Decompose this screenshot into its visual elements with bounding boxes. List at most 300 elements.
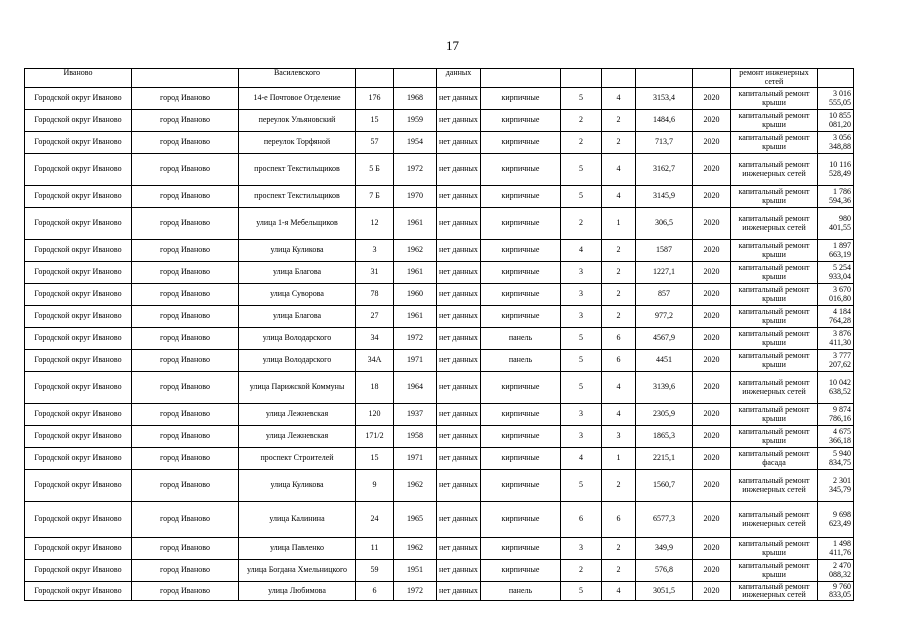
table-row [25,328,854,350]
cell-wall-material: кирпичные [481,426,561,448]
cell-municipality: Городской округ Иваново [25,372,132,404]
table-row [25,470,854,502]
cell-floors: 3 [561,404,602,426]
cell-work-type: капитальный ремонт крыши [731,560,818,582]
cell-year-commissioned: нет данных [437,470,481,502]
cell-settlement [132,69,239,88]
cell-house-number: 9 [356,470,394,502]
cell-entrances: 2 [602,240,636,262]
cell-street: улица Куликова [239,470,356,502]
table-row [25,69,854,88]
cell-total-area: 713,7 [636,132,693,154]
cell-settlement: город Иваново [132,186,239,208]
cell-entrances: 6 [602,502,636,538]
cell-work-type: капитальный ремонт крыши [731,350,818,372]
cell-wall-material: кирпичные [481,88,561,110]
cell-entrances: 4 [602,154,636,186]
cell-floors: 5 [561,186,602,208]
cell-municipality: Городской округ Иваново [25,404,132,426]
table-row [25,88,854,110]
cell-wall-material: кирпичные [481,208,561,240]
cell-floors: 3 [561,426,602,448]
cell-cost: 1 897 663,19 [818,240,854,262]
cell-work-type: капитальный ремонт инженерных сетей [731,154,818,186]
cell-year-built: 1951 [394,560,437,582]
cell-year-built: 1965 [394,502,437,538]
cell-year-built: 1960 [394,284,437,306]
cell-settlement: город Иваново [132,538,239,560]
cell-municipality: Городской округ Иваново [25,208,132,240]
cell-wall-material: кирпичные [481,372,561,404]
cell-total-area: 857 [636,284,693,306]
cell-street: переулок Ульяновский [239,110,356,132]
cell-house-number: 5 Б [356,154,394,186]
cell-total-area: 1865,3 [636,426,693,448]
cell-settlement: город Иваново [132,502,239,538]
cell-settlement: город Иваново [132,306,239,328]
cell-street: улица Павленко [239,538,356,560]
cell-settlement: город Иваново [132,208,239,240]
cell-house-number: 120 [356,404,394,426]
cell-year-commissioned: нет данных [437,262,481,284]
cell-entrances: 2 [602,306,636,328]
cell-settlement: город Иваново [132,284,239,306]
cell-street: улица 1-я Мебельщиков [239,208,356,240]
cell-year-built: 1962 [394,240,437,262]
cell-year-built: 1968 [394,88,437,110]
cell-settlement: город Иваново [132,470,239,502]
cell-municipality: Городской округ Иваново [25,88,132,110]
cell-street: проспект Текстильщиков [239,186,356,208]
cell-plan-year: 2020 [693,240,731,262]
cell-municipality: Городской округ Иваново [25,240,132,262]
cell-street: проспект Строителей [239,448,356,470]
cell-municipality: Городской округ Иваново [25,132,132,154]
cell-street: улица Лежневская [239,404,356,426]
cell-street: улица Благова [239,262,356,284]
cell-wall-material: кирпичные [481,186,561,208]
cell-year-built: 1970 [394,186,437,208]
cell-municipality: Городской округ Иваново [25,186,132,208]
cell-settlement: город Иваново [132,426,239,448]
cell-wall-material: панель [481,328,561,350]
cell-year-built: 1961 [394,306,437,328]
cell-total-area: 2215,1 [636,448,693,470]
cell-wall-material: панель [481,582,561,601]
cell-cost [818,69,854,88]
cell-work-type: капитальный ремонт крыши [731,110,818,132]
cell-floors: 6 [561,502,602,538]
cell-plan-year: 2020 [693,582,731,601]
table-row [25,538,854,560]
cell-municipality: Городской округ Иваново [25,582,132,601]
table-body [25,69,854,601]
cell-settlement: город Иваново [132,154,239,186]
cell-year-built: 1962 [394,538,437,560]
cell-settlement: город Иваново [132,328,239,350]
cell-house-number: 18 [356,372,394,404]
table-row [25,208,854,240]
cell-settlement: город Иваново [132,240,239,262]
cell-settlement: город Иваново [132,132,239,154]
table-row [25,240,854,262]
cell-floors: 5 [561,582,602,601]
cell-year-commissioned: нет данных [437,132,481,154]
cell-floors: 5 [561,154,602,186]
cell-year-built: 1972 [394,154,437,186]
cell-cost: 9 698 623,49 [818,502,854,538]
cell-cost: 4 184 764,28 [818,306,854,328]
cell-entrances: 4 [602,372,636,404]
cell-cost: 10 042 638,52 [818,372,854,404]
table-row [25,350,854,372]
cell-year-built: 1971 [394,350,437,372]
cell-wall-material: кирпичные [481,470,561,502]
cell-municipality: Городской округ Иваново [25,154,132,186]
housing-register-table [24,68,854,601]
cell-settlement: город Иваново [132,262,239,284]
cell-year-built: 1937 [394,404,437,426]
cell-wall-material: кирпичные [481,538,561,560]
cell-year-commissioned: нет данных [437,240,481,262]
cell-total-area: 349,9 [636,538,693,560]
cell-municipality: Городской округ Иваново [25,426,132,448]
cell-work-type: капитальный ремонт фасада [731,448,818,470]
cell-wall-material: кирпичные [481,448,561,470]
cell-floors: 4 [561,240,602,262]
cell-municipality: Иваново [25,69,132,88]
table-row [25,154,854,186]
cell-year-built: 1954 [394,132,437,154]
cell-work-type: капитальный ремонт инженерных сетей [731,502,818,538]
cell-work-type: капитальный ремонт инженерных сетей [731,470,818,502]
cell-year-built: 1961 [394,208,437,240]
cell-year-built: 1972 [394,582,437,601]
cell-entrances: 4 [602,404,636,426]
cell-entrances: 2 [602,262,636,284]
cell-house-number: 34 [356,328,394,350]
cell-total-area: 4451 [636,350,693,372]
cell-floors: 3 [561,262,602,284]
table-row [25,502,854,538]
cell-house-number: 176 [356,88,394,110]
cell-settlement: город Иваново [132,110,239,132]
cell-municipality: Городской округ Иваново [25,448,132,470]
cell-floors: 3 [561,306,602,328]
cell-total-area [636,69,693,88]
cell-work-type: капитальный ремонт инженерных сетей [731,582,818,601]
cell-settlement: город Иваново [132,560,239,582]
cell-cost: 4 675 366,18 [818,426,854,448]
cell-cost: 2 301 345,79 [818,470,854,502]
cell-cost: 10 116 528,49 [818,154,854,186]
table-row [25,448,854,470]
cell-total-area: 977,2 [636,306,693,328]
cell-street: улица Калинина [239,502,356,538]
cell-year-built: 1958 [394,426,437,448]
cell-total-area: 6577,3 [636,502,693,538]
cell-cost: 3 777 207,62 [818,350,854,372]
cell-plan-year [693,69,731,88]
table-row [25,262,854,284]
cell-street: улица Володарского [239,350,356,372]
cell-street: переулок Торфяной [239,132,356,154]
cell-house-number: 171/2 [356,426,394,448]
cell-total-area: 3051,5 [636,582,693,601]
cell-year-commissioned: нет данных [437,582,481,601]
cell-wall-material: кирпичные [481,404,561,426]
cell-street: улица Володарского [239,328,356,350]
cell-settlement: город Иваново [132,448,239,470]
table-row [25,110,854,132]
cell-plan-year: 2020 [693,208,731,240]
cell-street: Василевского [239,69,356,88]
cell-street: улица Парижской Коммуны [239,372,356,404]
table-row [25,186,854,208]
cell-total-area: 3162,7 [636,154,693,186]
cell-year-commissioned: нет данных [437,372,481,404]
cell-street: улица Лежневская [239,426,356,448]
cell-plan-year: 2020 [693,154,731,186]
cell-entrances: 6 [602,328,636,350]
cell-entrances: 2 [602,538,636,560]
cell-municipality: Городской округ Иваново [25,110,132,132]
cell-plan-year: 2020 [693,448,731,470]
cell-entrances: 2 [602,560,636,582]
cell-street: проспект Текстильщиков [239,154,356,186]
cell-municipality: Городской округ Иваново [25,284,132,306]
cell-floors: 2 [561,208,602,240]
cell-cost: 2 470 088,32 [818,560,854,582]
cell-floors: 3 [561,284,602,306]
cell-year-commissioned: нет данных [437,404,481,426]
table-row [25,582,854,601]
cell-municipality: Городской округ Иваново [25,560,132,582]
cell-cost: 10 855 081,20 [818,110,854,132]
cell-year-commissioned: данных [437,69,481,88]
cell-year-built: 1959 [394,110,437,132]
cell-total-area: 3139,6 [636,372,693,404]
cell-year-built: 1971 [394,448,437,470]
cell-plan-year: 2020 [693,88,731,110]
cell-total-area: 2305,9 [636,404,693,426]
cell-entrances: 1 [602,448,636,470]
cell-wall-material: кирпичные [481,154,561,186]
cell-entrances: 1 [602,208,636,240]
cell-floors: 4 [561,448,602,470]
cell-year-commissioned: нет данных [437,502,481,538]
cell-year-commissioned: нет данных [437,538,481,560]
cell-year-built: 1964 [394,372,437,404]
cell-plan-year: 2020 [693,186,731,208]
cell-wall-material: кирпичные [481,262,561,284]
cell-house-number: 24 [356,502,394,538]
cell-plan-year: 2020 [693,404,731,426]
cell-wall-material: кирпичные [481,110,561,132]
cell-municipality: Городской округ Иваново [25,350,132,372]
cell-work-type: капитальный ремонт крыши [731,328,818,350]
cell-work-type: капитальный ремонт крыши [731,132,818,154]
cell-work-type: капитальный ремонт крыши [731,426,818,448]
cell-work-type: капитальный ремонт крыши [731,186,818,208]
cell-total-area: 1587 [636,240,693,262]
cell-total-area: 3153,4 [636,88,693,110]
cell-plan-year: 2020 [693,560,731,582]
cell-plan-year: 2020 [693,350,731,372]
cell-year-commissioned: нет данных [437,284,481,306]
cell-plan-year: 2020 [693,538,731,560]
cell-total-area: 4567,9 [636,328,693,350]
cell-cost: 1 786 594,36 [818,186,854,208]
table-row [25,306,854,328]
cell-work-type: капитальный ремонт инженерных сетей [731,208,818,240]
cell-house-number: 59 [356,560,394,582]
cell-total-area: 1484,6 [636,110,693,132]
cell-plan-year: 2020 [693,426,731,448]
cell-work-type: капитальный ремонт крыши [731,404,818,426]
cell-cost: 3 670 016,80 [818,284,854,306]
cell-wall-material: кирпичные [481,306,561,328]
cell-cost: 980 401,55 [818,208,854,240]
cell-wall-material: кирпичные [481,502,561,538]
cell-house-number: 7 Б [356,186,394,208]
cell-cost: 3 016 555,05 [818,88,854,110]
cell-work-type: капитальный ремонт крыши [731,262,818,284]
cell-street: улица Куликова [239,240,356,262]
table-row [25,404,854,426]
cell-wall-material [481,69,561,88]
cell-settlement: город Иваново [132,582,239,601]
cell-year-built: 1962 [394,470,437,502]
cell-municipality: Городской округ Иваново [25,328,132,350]
cell-entrances [602,69,636,88]
cell-wall-material: кирпичные [481,240,561,262]
cell-cost: 3 056 348,88 [818,132,854,154]
cell-settlement: город Иваново [132,350,239,372]
cell-municipality: Городской округ Иваново [25,306,132,328]
cell-floors: 3 [561,538,602,560]
cell-entrances: 2 [602,284,636,306]
cell-year-commissioned: нет данных [437,154,481,186]
cell-street: улица Богдана Хмельницкого [239,560,356,582]
cell-year-commissioned: нет данных [437,208,481,240]
cell-year-commissioned: нет данных [437,328,481,350]
cell-plan-year: 2020 [693,284,731,306]
cell-house-number: 78 [356,284,394,306]
cell-work-type: капитальный ремонт крыши [731,284,818,306]
cell-year-commissioned: нет данных [437,350,481,372]
cell-cost: 9 874 786,16 [818,404,854,426]
table-row [25,560,854,582]
cell-house-number [356,69,394,88]
cell-house-number: 12 [356,208,394,240]
cell-total-area: 3145,9 [636,186,693,208]
cell-house-number: 34А [356,350,394,372]
table-row [25,426,854,448]
cell-municipality: Городской округ Иваново [25,470,132,502]
table-row [25,284,854,306]
cell-floors [561,69,602,88]
cell-municipality: Городской округ Иваново [25,262,132,284]
cell-street: 14-е Почтовое Отделение [239,88,356,110]
cell-house-number: 11 [356,538,394,560]
cell-work-type: капитальный ремонт крыши [731,88,818,110]
cell-year-built: 1972 [394,328,437,350]
cell-municipality: Городской округ Иваново [25,502,132,538]
table-row [25,132,854,154]
cell-house-number: 3 [356,240,394,262]
cell-year-commissioned: нет данных [437,560,481,582]
cell-plan-year: 2020 [693,132,731,154]
cell-year-commissioned: нет данных [437,110,481,132]
cell-entrances: 2 [602,470,636,502]
cell-plan-year: 2020 [693,502,731,538]
cell-year-commissioned: нет данных [437,186,481,208]
cell-cost: 9 760 833,05 [818,582,854,601]
cell-total-area: 576,8 [636,560,693,582]
cell-year-commissioned: нет данных [437,306,481,328]
cell-plan-year: 2020 [693,328,731,350]
cell-total-area: 1560,7 [636,470,693,502]
cell-total-area: 306,5 [636,208,693,240]
cell-settlement: город Иваново [132,372,239,404]
cell-entrances: 2 [602,132,636,154]
cell-floors: 5 [561,372,602,404]
cell-plan-year: 2020 [693,306,731,328]
cell-work-type: ремонт инженерных сетей [731,69,818,88]
cell-floors: 5 [561,470,602,502]
cell-entrances: 2 [602,110,636,132]
cell-wall-material: панель [481,350,561,372]
table-row [25,372,854,404]
cell-entrances: 4 [602,88,636,110]
cell-cost: 5 940 834,75 [818,448,854,470]
cell-plan-year: 2020 [693,110,731,132]
cell-cost: 5 254 933,04 [818,262,854,284]
cell-municipality: Городской округ Иваново [25,538,132,560]
cell-work-type: капитальный ремонт инженерных сетей [731,372,818,404]
cell-plan-year: 2020 [693,262,731,284]
cell-floors: 2 [561,132,602,154]
cell-entrances: 4 [602,186,636,208]
cell-house-number: 15 [356,110,394,132]
cell-year-commissioned: нет данных [437,448,481,470]
page-number: 17 [446,38,459,53]
cell-entrances: 6 [602,350,636,372]
cell-cost: 1 498 411,76 [818,538,854,560]
cell-wall-material: кирпичные [481,560,561,582]
cell-year-built: 1961 [394,262,437,284]
cell-floors: 5 [561,350,602,372]
cell-street: улица Суворова [239,284,356,306]
cell-wall-material: кирпичные [481,132,561,154]
cell-floors: 2 [561,110,602,132]
cell-settlement: город Иваново [132,404,239,426]
cell-settlement: город Иваново [132,88,239,110]
cell-house-number: 6 [356,582,394,601]
cell-wall-material: кирпичные [481,284,561,306]
cell-house-number: 15 [356,448,394,470]
cell-year-commissioned: нет данных [437,88,481,110]
cell-year-commissioned: нет данных [437,426,481,448]
cell-floors: 2 [561,560,602,582]
cell-year-built [394,69,437,88]
cell-street: улица Любимова [239,582,356,601]
cell-floors: 5 [561,88,602,110]
cell-house-number: 31 [356,262,394,284]
cell-house-number: 27 [356,306,394,328]
cell-cost: 3 876 411,30 [818,328,854,350]
